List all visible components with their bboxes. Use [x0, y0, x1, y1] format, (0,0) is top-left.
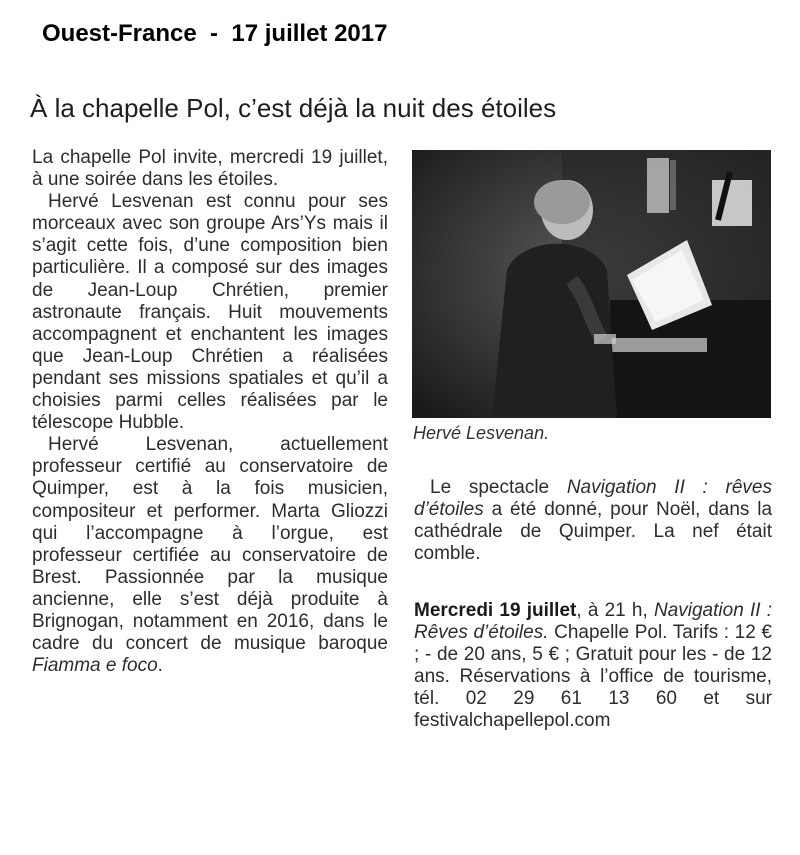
article-left-column	[32, 147, 388, 677]
concert-title: Fiamma e foco	[32, 655, 158, 677]
event-details: Chapelle Pol. Tarifs : 12 € ; - de 20 ans, 5 € ; Gratuit pour les - de 12 ans. Réservations à l’office de tourisme, tél. 02 29 61 13 60 et sur festivalchapellepol.com	[414, 622, 772, 732]
paragraph-musicians-text: Hervé Lesvenan, actuellement professeur certifié au conservatoire de Quimper, est à la fois musicien, compositeur et performer. Marta Gliozzi qui l’accompagne à l’orgue, est professeur certifiée au conservatoire de Brest. Passionnée par la musique ancienne, elle s’est déjà produite à Brignogan, notamment en 2016, dans le cadre du concert de musique baroque	[32, 434, 388, 655]
article-headline: À la chapelle Pol, c’est déjà la nuit des étoiles	[30, 93, 557, 123]
event-info-paragraph	[414, 600, 772, 733]
show-history-text: Le spectacle	[430, 477, 550, 498]
paragraph-end-punct: .	[157, 655, 163, 677]
pianist-photo-illustration	[412, 150, 771, 418]
event-title: Navigation II : Rêves d’étoiles.	[414, 600, 772, 644]
event-date: Mercredi 19 juillet	[414, 600, 577, 621]
show-title: Navigation II : rêves d’étoiles	[414, 477, 772, 521]
paragraph-musicians	[32, 434, 388, 677]
photo-caption: Hervé Lesvenan.	[413, 423, 550, 443]
event-info-box	[414, 600, 772, 733]
publication-source-line: Ouest-France - 17 juillet 2017	[42, 20, 388, 47]
event-time: , à 21 h,	[576, 600, 648, 621]
article-photo	[412, 150, 771, 418]
paragraph-composition: Hervé Lesvenan est connu pour ses morceaux avec son groupe Ars’Ys mais il s’agit cette fois, d’une composition bien particulière. Il a composé sur des images de Jean-Loup Chrétien, premier astronaute français. Huit mouvements accompagnent et enchantent les images que Jean-Loup Chrétien a réalisées pendant ses missions spatiales et qu’il a choisies parmi celles réalisées par le télescope Hubble.	[32, 191, 388, 434]
article-right-column-top	[414, 477, 772, 565]
paragraph-show-history	[414, 477, 772, 565]
show-history-end: a été donné, pour Noël, dans la cathédrale de Quimper. La nef était comble.	[414, 499, 773, 565]
paragraph-intro: La chapelle Pol invite, mercredi 19 juillet, à une soirée dans les étoiles.	[32, 147, 388, 191]
